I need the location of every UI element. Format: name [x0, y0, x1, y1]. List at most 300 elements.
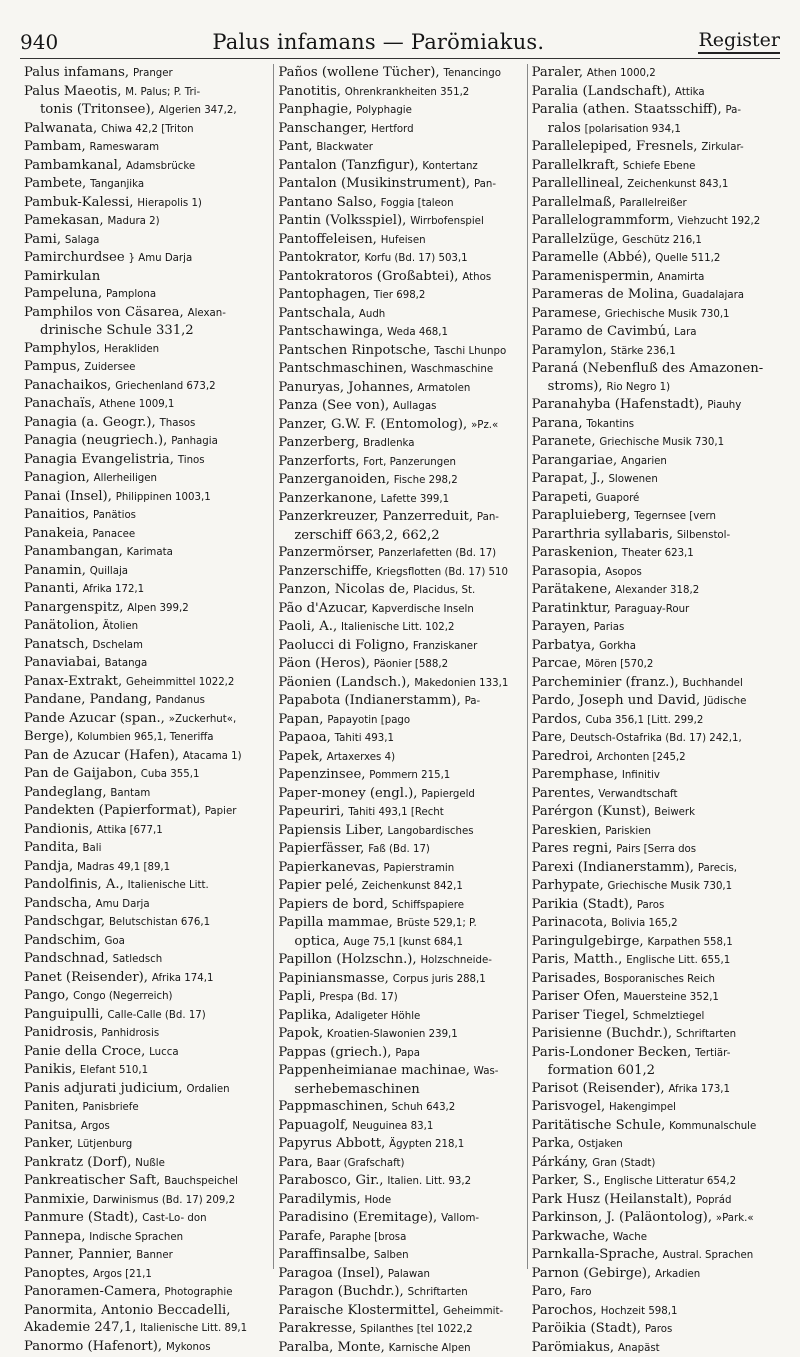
- entry-headword: Panakeia,: [24, 526, 89, 541]
- entry-reference: Vallom-: [441, 1213, 479, 1224]
- entry-headword: Paper-money (engl.),: [278, 786, 417, 801]
- entry-headword: Pandeglang,: [24, 785, 107, 800]
- entry-headword: Parapeti,: [532, 490, 592, 505]
- entry-headword: Paranahyba (Hafenstadt),: [532, 397, 704, 412]
- index-entry: [532, 1098, 776, 1117]
- entry-headword: Paramese,: [532, 306, 601, 321]
- entry-headword: Pariser Tiegel,: [532, 1008, 629, 1023]
- entry-headword: Parnon (Gebirge),: [532, 1266, 652, 1281]
- index-entry: [24, 194, 269, 213]
- index-entry: [532, 711, 776, 730]
- entry-reference: Griechenland 673,2: [115, 381, 215, 392]
- entry-headword: Pardos,: [532, 712, 582, 727]
- index-entry: [278, 1081, 522, 1099]
- entry-reference: Brüste 529,1; P.: [397, 918, 477, 929]
- entry-headword: Para,: [278, 1155, 313, 1170]
- entry-reference: Panzerlafetten (Bd. 17): [378, 548, 496, 559]
- entry-headword: Panzerkanone,: [278, 491, 376, 506]
- index-entry: [532, 1339, 776, 1357]
- entry-headword: Pantalon (Musikinstrument),: [278, 176, 470, 191]
- index-entry: [532, 1246, 776, 1265]
- entry-headword: Panidrosis,: [24, 1025, 97, 1040]
- entry-reference: »Park.«: [716, 1213, 754, 1224]
- index-entry: [278, 83, 522, 102]
- entry-headword: Panargenspitz,: [24, 600, 123, 615]
- entry-reference: Viehzucht 192,2: [678, 216, 761, 227]
- entry-headword: Panagia Evangelistria,: [24, 452, 174, 467]
- entry-headword: Panambangan,: [24, 544, 123, 559]
- entry-reference: Wache: [613, 1232, 647, 1243]
- entry-headword: Pannepa,: [24, 1229, 85, 1244]
- entry-reference: Italienische Litt.: [128, 880, 209, 891]
- entry-reference: Thasos: [160, 418, 196, 429]
- entry-headword: Paramylon,: [532, 343, 607, 358]
- entry-headword: Paramo de Cavimbú,: [532, 324, 671, 339]
- entry-headword: Paris-Londoner Becken,: [532, 1045, 692, 1060]
- index-entry: [532, 1191, 776, 1210]
- entry-headword: Papenzinsee,: [278, 767, 365, 782]
- index-entry: [278, 637, 522, 656]
- entry-headword: Panzerforts,: [278, 454, 359, 469]
- entry-reference: Neuguinea 83,1: [352, 1121, 433, 1132]
- entry-reference: Parias: [594, 622, 625, 633]
- entry-reference: Wirrbofenspiel: [410, 216, 484, 227]
- entry-headword: Panzermörser,: [278, 545, 374, 560]
- entry-headword: Paredroi,: [532, 749, 593, 764]
- entry-headword: Pareskien,: [532, 823, 602, 838]
- entry-headword: Pantschawinga,: [278, 324, 383, 339]
- entry-headword: Papeuriri,: [278, 804, 344, 819]
- entry-headword: Panormo (Hafenort),: [24, 1339, 162, 1354]
- index-entry: [24, 1098, 269, 1117]
- header-rule: [20, 58, 780, 59]
- index-entry: [532, 1283, 776, 1302]
- entry-headword: Pandekten (Papierformat),: [24, 803, 201, 818]
- entry-headword: Parafe,: [278, 1229, 325, 1244]
- entry-reference: Argos: [81, 1121, 110, 1132]
- entry-reference: Alexander 318,2: [615, 585, 699, 596]
- index-entry: [532, 157, 776, 176]
- entry-headword: Paradilymis,: [278, 1192, 360, 1207]
- index-entry: [24, 212, 269, 231]
- entry-headword: Panuryas, Johannes,: [278, 380, 413, 395]
- entry-headword: Pantophagen,: [278, 287, 370, 302]
- entry-headword: Papilla mammae,: [278, 915, 393, 930]
- index-column-3: [527, 64, 780, 1269]
- index-entry: [532, 822, 776, 841]
- entry-headword: Panzerschiffe,: [278, 564, 372, 579]
- entry-reference: Chiwa 42,2 [Triton: [101, 124, 194, 135]
- entry-reference: Alexan-: [188, 308, 226, 319]
- entry-reference: Ätolien: [103, 621, 138, 632]
- entry-reference: Nußle: [135, 1158, 165, 1169]
- index-entry: [278, 785, 522, 804]
- index-entry: [278, 618, 522, 637]
- entry-reference: Arkadien: [655, 1269, 700, 1280]
- index-entry: [532, 1007, 776, 1026]
- entry-headword: Pappmaschinen,: [278, 1099, 387, 1114]
- entry-headword: Panagia (a. Geogr.),: [24, 415, 156, 430]
- entry-headword: Paröikia (Stadt),: [532, 1321, 641, 1336]
- index-entry: [278, 1007, 522, 1026]
- entry-headword: Panker,: [24, 1136, 73, 1151]
- entry-headword: Paro,: [532, 1284, 567, 1299]
- entry-reference: Silbenstol-: [677, 530, 730, 541]
- entry-reference: Schiefe Ebene: [623, 161, 696, 172]
- index-entry: [278, 101, 522, 120]
- entry-reference: Schiffspapiere: [392, 900, 464, 911]
- index-entry: [278, 563, 522, 582]
- index-entry: [24, 691, 269, 710]
- index-entry: [278, 286, 522, 305]
- index-entry: [532, 1025, 776, 1044]
- entry-reference: Prespa (Bd. 17): [319, 992, 397, 1003]
- entry-headword: Parkwache,: [532, 1229, 609, 1244]
- entry-reference: Madura 2): [107, 216, 159, 227]
- entry-reference: M. Palus; P. Tri-: [125, 87, 200, 98]
- index-entry: [278, 360, 522, 379]
- entry-reference: Geheimmit-: [443, 1306, 503, 1317]
- entry-headword: Pare,: [532, 730, 566, 745]
- entry-reference: Tanganjika: [90, 179, 144, 190]
- index-entry: [24, 1024, 269, 1043]
- entry-headword: Papierkanevas,: [278, 860, 379, 875]
- entry-reference: Rio Negro 1): [606, 382, 670, 393]
- entry-reference: Quillaja: [90, 566, 128, 577]
- index-entry: [24, 1080, 269, 1099]
- index-entry: [24, 710, 269, 729]
- entry-reference: Kolumbien 965,1, Teneriffa: [77, 732, 213, 743]
- entry-reference: Kroatien-Slawonien 239,1: [327, 1029, 458, 1040]
- index-entry: [24, 987, 269, 1006]
- entry-reference: Paraphe [brosa: [329, 1232, 406, 1243]
- page-title: Palus infamans — Parömiakus.: [212, 30, 544, 54]
- entry-headword: Pamphylos,: [24, 341, 100, 356]
- index-entry: [24, 784, 269, 803]
- index-entry: [532, 433, 776, 452]
- entry-reference: Afrika 172,1: [83, 584, 145, 595]
- index-entry: [278, 544, 522, 563]
- entry-headword: Pandane, Pandang,: [24, 692, 152, 707]
- entry-headword: Akademie 247,1,: [24, 1320, 136, 1335]
- entry-headword: Panzerberg,: [278, 435, 359, 450]
- entry-reference: Schmelztiegel: [633, 1011, 705, 1022]
- entry-reference: Polyphagie: [356, 105, 412, 116]
- index-entry: [532, 674, 776, 693]
- entry-reference: Amu Darja: [96, 899, 150, 910]
- index-entry: [532, 1302, 776, 1321]
- entry-reference: Pariskien: [605, 826, 651, 837]
- entry-reference: Cuba 356,1 [Litt. 299,2: [585, 715, 703, 726]
- index-entry: [532, 526, 776, 545]
- entry-headword: Panoptes,: [24, 1266, 89, 1281]
- entry-reference: Faß (Bd. 17): [368, 844, 430, 855]
- entry-reference: Salaga: [65, 235, 100, 246]
- index-entry: [24, 488, 269, 507]
- entry-headword: Parisades,: [532, 971, 601, 986]
- entry-reference: Asopos: [605, 567, 642, 578]
- entry-headword: Parapluieberg,: [532, 508, 631, 523]
- entry-headword: Pantschen Rinpotsche,: [278, 343, 430, 358]
- entry-headword: Panner, Pannier,: [24, 1247, 132, 1262]
- entry-headword: Pantschmaschinen,: [278, 361, 407, 376]
- entry-headword: Parallelogrammform,: [532, 213, 674, 228]
- entry-reference: Panhagia: [171, 436, 218, 447]
- entry-reference: Päonier [588,2: [374, 659, 448, 670]
- entry-reference: Mauersteine 352,1: [623, 992, 718, 1003]
- entry-reference: Belutschistan 676,1: [109, 917, 210, 928]
- entry-headword: Parameras de Molina,: [532, 287, 679, 302]
- entry-reference: Gorkha: [599, 641, 636, 652]
- entry-reference: Bolivia 165,2: [611, 918, 677, 929]
- index-entry: [278, 342, 522, 361]
- entry-reference: »Pz.«: [471, 420, 498, 431]
- index-entry: [532, 1265, 776, 1284]
- entry-headword: Paranete,: [532, 434, 596, 449]
- index-entry: [24, 377, 269, 396]
- entry-headword: Panphagie,: [278, 102, 352, 117]
- index-entry: [24, 1135, 269, 1154]
- index-entry: [532, 896, 776, 915]
- entry-headword: Panzerkreuzer, Panzerreduit,: [278, 509, 473, 524]
- index-entry: [278, 1154, 522, 1173]
- entry-reference: Was-: [474, 1066, 499, 1077]
- index-entry: [278, 1209, 522, 1228]
- entry-reference: Zeichenkunst 842,1: [362, 881, 463, 892]
- entry-headword: Panagia (neugriech.),: [24, 433, 167, 448]
- entry-headword: Panagion,: [24, 470, 90, 485]
- index-entry: [24, 765, 269, 784]
- entry-reference: Kriegsflotten (Bd. 17) 510: [376, 567, 508, 578]
- index-entry: [532, 1080, 776, 1099]
- index-entry: [24, 1228, 269, 1247]
- entry-headword: Pan de Azucar (Hafen),: [24, 748, 179, 763]
- index-entry: [278, 305, 522, 324]
- index-entry: [278, 988, 522, 1007]
- index-entry: [278, 692, 522, 711]
- entry-reference: Mören [570,2: [585, 659, 653, 670]
- entry-reference: Paros: [645, 1324, 672, 1335]
- entry-headword: Paralia (athen. Staatsschiff),: [532, 102, 722, 117]
- entry-headword: Panamin,: [24, 563, 86, 578]
- entry-reference: Weda 468,1: [387, 327, 448, 338]
- entry-reference: Bradlenka: [363, 438, 414, 449]
- entry-headword: Pares regni,: [532, 841, 613, 856]
- entry-headword: Pandschim,: [24, 933, 101, 948]
- entry-headword: Pandschnad,: [24, 951, 109, 966]
- entry-reference: Schriftarten: [676, 1029, 736, 1040]
- index-entry: [24, 1006, 269, 1025]
- entry-reference: Darwinismus (Bd. 17) 209,2: [93, 1195, 235, 1206]
- entry-headword: Parka,: [532, 1136, 575, 1151]
- entry-reference: Karpathen 558,1: [647, 937, 732, 948]
- entry-headword: Papier pelé,: [278, 878, 358, 893]
- entry-headword: Pankratz (Dorf),: [24, 1155, 131, 1170]
- entry-headword: Panikis,: [24, 1062, 76, 1077]
- entry-reference: Taschi Lhunpo: [434, 346, 506, 357]
- entry-headword: Palwanata,: [24, 121, 97, 136]
- entry-reference: Griechische Musik 730,1: [608, 881, 733, 892]
- index-entry: [532, 1135, 776, 1154]
- entry-reference: Austral. Sprachen: [663, 1250, 754, 1261]
- entry-headword: Panoramen-Camera,: [24, 1284, 161, 1299]
- index-entry: [24, 1117, 269, 1136]
- entry-reference: Pa-: [726, 105, 742, 116]
- index-entry: [24, 1246, 269, 1265]
- entry-reference: Cuba 355,1: [141, 769, 200, 780]
- index-entry: [532, 470, 776, 489]
- index-entry: [278, 527, 522, 545]
- entry-headword: Berge),: [24, 729, 73, 744]
- entry-headword: Pantschala,: [278, 306, 355, 321]
- entry-headword: Panai (Insel),: [24, 489, 112, 504]
- entry-headword: Parana,: [532, 416, 583, 431]
- entry-reference: Panacee: [92, 529, 135, 540]
- index-entry: [24, 950, 269, 969]
- entry-reference: Papiergeld: [421, 789, 475, 800]
- index-entry: [278, 1265, 522, 1284]
- entry-headword: Paramenispermin,: [532, 269, 654, 284]
- entry-reference: Infinitiv: [622, 770, 660, 781]
- index-entry: [24, 358, 269, 377]
- index-entry: [278, 268, 522, 287]
- page-header: [20, 20, 780, 54]
- entry-headword: Pampus,: [24, 359, 81, 374]
- page-number: 940: [20, 30, 58, 54]
- entry-headword: Parallelmaß,: [532, 195, 616, 210]
- index-entry: [278, 1025, 522, 1044]
- entry-headword: Paritätische Schule,: [532, 1118, 666, 1133]
- entry-headword: Papli,: [278, 989, 315, 1004]
- entry-headword: optica,: [294, 934, 339, 949]
- entry-reference: Pandanus: [156, 695, 205, 706]
- entry-headword: tonis (Tritonsee),: [40, 102, 155, 117]
- entry-reference: Lucca: [149, 1047, 178, 1058]
- entry-reference: Guadalajara: [682, 290, 744, 301]
- index-entry: [532, 803, 776, 822]
- index-entry: [278, 1246, 522, 1265]
- entry-reference: Griechische Musik 730,1: [599, 437, 724, 448]
- entry-reference: Piauhy: [707, 400, 741, 411]
- entry-reference: Philippinen 1003,1: [116, 492, 211, 503]
- index-entry: [278, 231, 522, 250]
- entry-headword: Panaitios,: [24, 507, 89, 522]
- entry-headword: Parisvogel,: [532, 1099, 605, 1114]
- entry-reference: Tinos: [178, 455, 205, 466]
- entry-headword: Pandita,: [24, 840, 79, 855]
- index-entry: [278, 748, 522, 767]
- entry-reference: Tertiär-: [695, 1048, 730, 1059]
- entry-reference: Mykonos: [166, 1342, 211, 1353]
- entry-reference: Tenancingo: [443, 68, 501, 79]
- entry-headword: Parkinson, J. (Paläontolog),: [532, 1210, 712, 1225]
- entry-headword: Paralba, Monte,: [278, 1340, 384, 1355]
- entry-headword: Panotitis,: [278, 84, 341, 99]
- entry-reference: Kapverdische Inseln: [372, 604, 474, 615]
- index-entry: [24, 469, 269, 488]
- entry-headword: Parömiakus,: [532, 1340, 614, 1355]
- entry-headword: Paragon (Buchdr.),: [278, 1284, 403, 1299]
- index-entry: [532, 323, 776, 342]
- entry-reference: Salben: [374, 1250, 409, 1261]
- entry-reference: Griechische Musik 730,1: [605, 309, 730, 320]
- entry-reference: Hakengimpel: [609, 1102, 676, 1113]
- entry-reference: Pa-: [465, 696, 481, 707]
- entry-reference: Pairs [Serra dos: [616, 844, 696, 855]
- entry-reference: Lara: [674, 327, 696, 338]
- entry-headword: Paraskenion,: [532, 545, 618, 560]
- index-entry: [532, 64, 776, 83]
- entry-headword: Pambamkanal,: [24, 158, 122, 173]
- index-entry: [278, 1062, 522, 1081]
- entry-headword: Parallelepiped, Fresnels,: [532, 139, 698, 154]
- entry-headword: Pampeluna,: [24, 286, 102, 301]
- index-entry: [24, 395, 269, 414]
- entry-reference: Pan-: [474, 179, 496, 190]
- entry-reference: Adamsbrücke: [126, 161, 195, 172]
- entry-reference: Bali: [83, 843, 102, 854]
- index-entry: [532, 342, 776, 361]
- entry-reference: Papier: [205, 806, 237, 817]
- entry-headword: Panätolion,: [24, 618, 99, 633]
- index-entry: [532, 766, 776, 785]
- index-entry: [278, 877, 522, 896]
- index-entry: [278, 674, 522, 693]
- index-entry: [532, 1154, 776, 1173]
- index-entry: [24, 1061, 269, 1080]
- index-entry: [24, 322, 269, 340]
- entry-reference: Schriftarten: [408, 1287, 468, 1298]
- index-entry: [24, 913, 269, 932]
- index-entry: [278, 490, 522, 509]
- index-entry: [532, 970, 776, 989]
- index-entry: [532, 360, 776, 378]
- entry-headword: formation 601,2: [548, 1063, 655, 1078]
- entry-reference: Lütjenburg: [77, 1139, 132, 1150]
- index-entry: [24, 414, 269, 433]
- entry-headword: Parätakene,: [532, 582, 612, 597]
- index-entry: [532, 507, 776, 526]
- entry-headword: Pappenheimianae machinae,: [278, 1063, 470, 1078]
- index-entry: [24, 525, 269, 544]
- index-entry: [24, 138, 269, 157]
- entry-reference: Angarien: [621, 456, 667, 467]
- entry-headword: Parallelkraft,: [532, 158, 619, 173]
- entry-headword: Paradisino (Eremitage),: [278, 1210, 437, 1225]
- entry-headword: Parisienne (Buchdr.),: [532, 1026, 672, 1041]
- index-entry: [532, 581, 776, 600]
- entry-reference: Goa: [105, 936, 125, 947]
- entry-reference: Anamirta: [658, 272, 705, 283]
- entry-reference: Papierstramin: [384, 863, 455, 874]
- entry-reference: Parecis,: [698, 863, 737, 874]
- entry-reference: Auge 75,1 [kunst 684,1: [344, 937, 464, 948]
- index-entry: [278, 120, 522, 139]
- entry-headword: Pambam,: [24, 139, 86, 154]
- entry-headword: Panormita, Antonio Beccadelli,: [24, 1303, 230, 1318]
- entry-reference: Afrika 173,1: [668, 1084, 730, 1095]
- entry-reference: Lafette 399,1: [381, 494, 449, 505]
- entry-headword: Paragoa (Insel),: [278, 1266, 384, 1281]
- index-entry: [24, 231, 269, 250]
- entry-headword: Pan de Gaijabon,: [24, 766, 137, 781]
- entry-headword: Pambete,: [24, 176, 86, 191]
- index-entry: [532, 859, 776, 878]
- index-entry: [278, 175, 522, 194]
- entry-reference: Papa: [395, 1048, 420, 1059]
- index-entry: [532, 268, 776, 287]
- index-entry: [278, 951, 522, 970]
